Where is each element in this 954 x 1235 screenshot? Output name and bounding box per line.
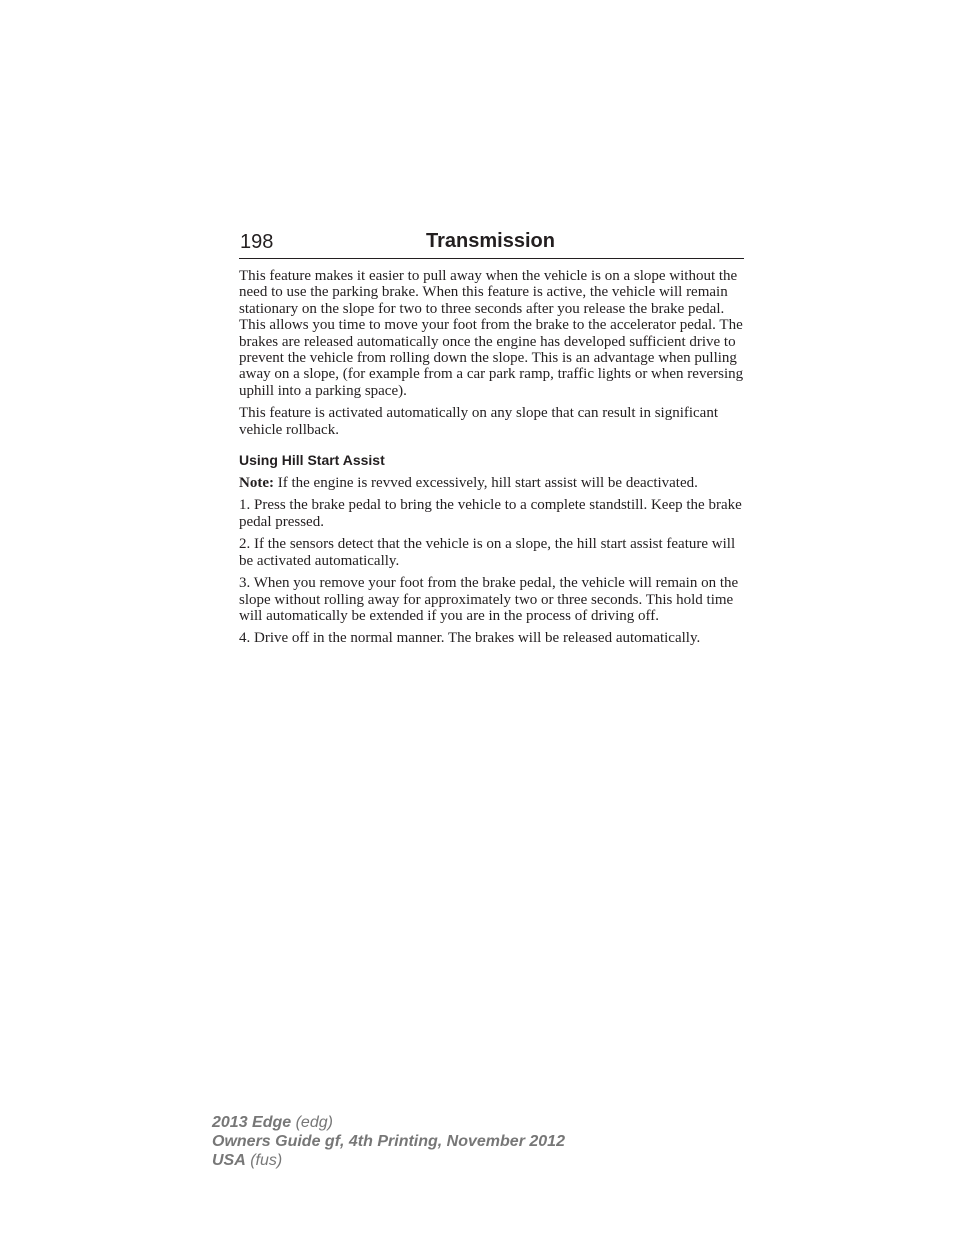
step-2: 2. If the sensors detect that the vehicle is on a slope, the hill start assist feature will be activated automatically. xyxy=(239,536,736,569)
page-number: 198 xyxy=(240,231,274,253)
section-title: Transmission xyxy=(426,230,555,252)
page-header xyxy=(239,228,744,259)
footer-model: 2013 Edge xyxy=(212,1114,292,1131)
note-text: If the engine is revved excessively, hill start assist will be deactivated. xyxy=(273,475,698,492)
footer-region-code: (fus) xyxy=(245,1152,283,1169)
page-content xyxy=(239,268,749,653)
activation-paragraph: This feature is activated automatically on any slope that can result in significant vehicle rollback. xyxy=(239,405,719,438)
footer-model-line xyxy=(212,1113,565,1132)
step-4: 4. Drive off in the normal manner. The brakes will be released automatically. xyxy=(239,630,701,647)
note-paragraph xyxy=(239,475,749,491)
step-3: 3. When you remove your foot from the brake pedal, the vehicle will remain on the slope without rolling away for approximately two or three seconds. This hold time will automatically be extended if you are in the process of driving off. xyxy=(239,575,739,624)
subheading-using-hill-start-assist: Using Hill Start Assist xyxy=(239,452,385,469)
footer-guide-line: Owners Guide gf, 4th Printing, November 2012 xyxy=(212,1133,565,1150)
note-label: Note: xyxy=(239,475,274,492)
footer-region: USA xyxy=(212,1152,246,1169)
intro-paragraph: This feature makes it easier to pull away when the vehicle is on a slope without the need to use the parking brake. When this feature is active, the vehicle will remain stationary on the slope for two to three seconds after you release the brake pedal. This allows you time to move your foot from the brake to the accelerator pedal. The brakes are released automatically once the engine has developed sufficient drive to prevent the vehicle from rolling down the slope. This is an advantage when pulling away on a slope, (for example from a car park ramp, traffic lights or when reversing uphill into a parking space). xyxy=(239,268,744,399)
footer-model-code: (edg) xyxy=(291,1114,333,1131)
footer-region-line xyxy=(212,1151,565,1170)
step-1: 1. Press the brake pedal to bring the vehicle to a complete standstill. Keep the brake pedal pressed. xyxy=(239,497,742,530)
page-footer xyxy=(212,1113,565,1170)
